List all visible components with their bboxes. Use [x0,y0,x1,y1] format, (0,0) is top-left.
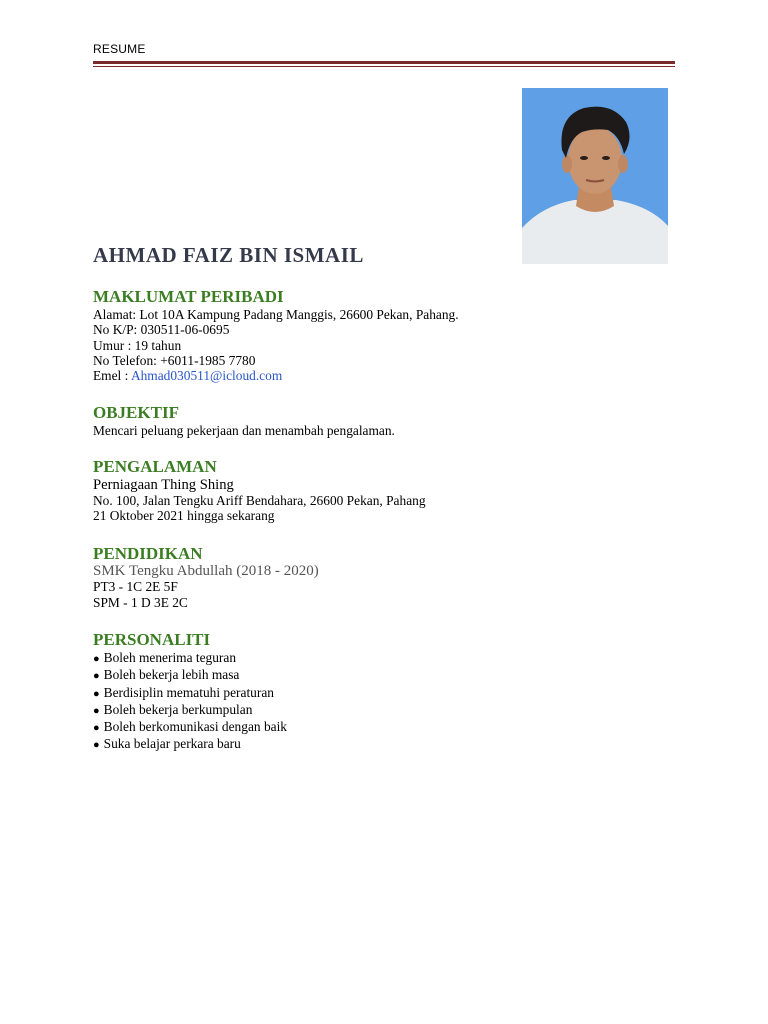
section-pengalaman [93,457,693,524]
emel-label: Emel : [93,368,131,384]
list-item: ● Boleh menerima teguran [93,650,693,667]
email-link[interactable]: Ahmad030511@icloud.com [130,368,283,384]
candidate-name: AHMAD FAIZ BIN ISMAIL [93,243,364,267]
list-item: ● Boleh bekerja berkumpulan [93,702,693,719]
kp-line: No K/P: 030511-06-0695 [93,322,230,338]
emel-line [93,368,693,383]
header-rule-thin [93,66,675,67]
section-title: PENGALAMAN [93,457,217,476]
spm-result: SPM - 1 D 3E 2C [93,594,188,610]
objektif-text: Mencari peluang pekerjaan dan menambah pengalaman. [93,423,395,438]
company-address: No. 100, Jalan Tengku Ariff Bendahara, 26600 Pekan, Pahang [93,493,426,508]
alamat-line: Alamat: Lot 10A Kampung Padang Manggis, 26600 Pekan, Pahang. [93,307,459,322]
section-title: PENDIDIKAN [93,544,203,563]
list-item: ● Boleh bekerja lebih masa [93,667,693,684]
work-period: 21 Oktober 2021 hingga sekarang [93,508,275,524]
section-pendidikan [93,544,693,610]
list-item: ● Suka belajar perkara baru [93,736,693,753]
telefon-line: No Telefon: +6011-1985 7780 [93,352,256,368]
section-title: OBJEKTIF [93,403,179,422]
section-maklumat-peribadi [93,287,693,383]
school-name: SMK Tengku Abdullah (2018 - 2020) [93,563,319,579]
list-item: ● Boleh berkomunikasi dengan baik [93,719,693,736]
section-objektif [93,403,693,438]
list-item: ● Berdisiplin mematuhi peraturan [93,685,693,702]
section-personaliti [93,630,693,754]
company-name: Perniagaan Thing Shing [93,477,234,493]
section-title: MAKLUMAT PERIBADI [93,287,284,306]
header-label: RESUME [93,42,146,56]
umur-line: Umur : 19 tahun [93,337,182,353]
profile-photo [522,88,668,264]
section-title: PERSONALITI [93,630,211,649]
pt3-result: PT3 - 1C 2E 5F [93,579,178,595]
header-rule-thick [93,61,675,64]
